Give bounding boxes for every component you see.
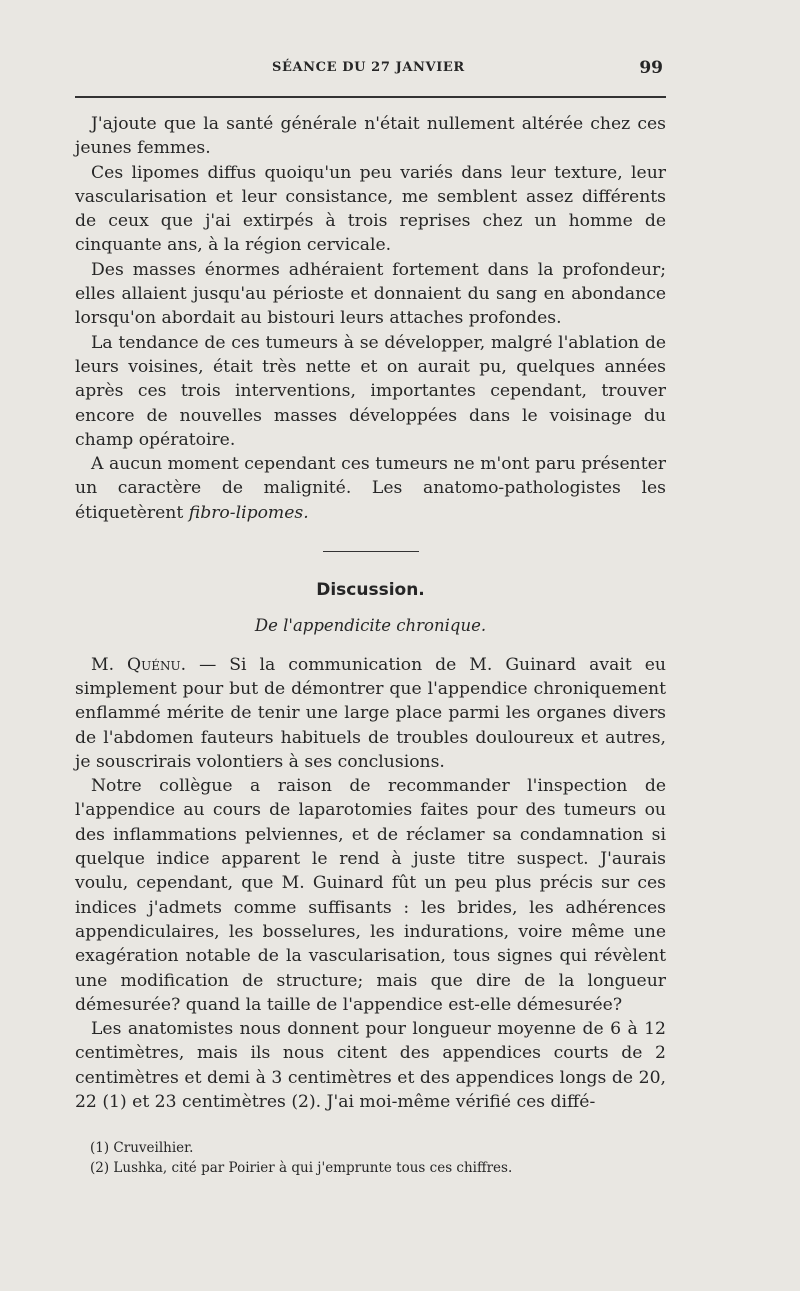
paragraph: J'ajoute que la santé générale n'était nullement altérée chez ces jeunes femmes. — [75, 114, 666, 159]
paragraph: Des masses énormes adhéraient fortement dans la profondeur; elles allaient jusqu'au périoste et donnaient du sang en abondance lorsqu'on abordait au bistouri leurs attaches profondes. — [75, 259, 666, 329]
paragraph-text: A aucun moment cependant ces tumeurs ne m'ont paru présenter un caractère de malignité. Les anatomo-pathologistes les étiquetèrent — [75, 454, 666, 523]
footnotes — [90, 1138, 666, 1178]
section-divider — [323, 551, 419, 552]
speaker-name: M. Quénu. — [91, 654, 187, 675]
header-rule — [75, 96, 666, 98]
paragraph: La tendance de ces tumeurs à se développer, malgré l'ablation de leurs voisines, était très nette et on aurait pu, quelques années après ces trois interventions, importantes cependant, trouver encore de nouvelles masses développées dans le voisinage du champ opératoire. — [75, 332, 666, 450]
body-text — [75, 112, 666, 1114]
footnote: (2) Lushka, cité par Poirier à qui j'emprunte tous ces chiffres. — [90, 1160, 513, 1176]
italic-term: fibro-lipomes. — [188, 502, 309, 523]
paragraph-text: — Si la communication de M. Guinard avait eu simplement pour but de démontrer que l'appendice chroniquement enflammé mérite de tenir une large place parmi les organes divers de l'abdomen fauteurs habituels de troubles douloureux et autres, je souscrirais volontiers à ses conclusions. — [75, 654, 666, 772]
paragraph: Les anatomistes nous donnent pour longueur moyenne de 6 à 12 centimètres, mais ils nous citent des appendices courts de 2 centimètres et demi à 3 centimètres et des appendices longs de 20, 22 (1) et 23 centimètres (2). J'ai moi-même vérifié ces diffé- — [75, 1019, 666, 1112]
section-title: Discussion. — [316, 580, 425, 601]
paragraph — [75, 452, 666, 525]
running-title: SÉANCE DU 27 JANVIER — [272, 60, 465, 75]
page-number: 99 — [639, 58, 663, 78]
section-subtitle: De l'appendicite chronique. — [254, 616, 487, 636]
paragraph: Notre collègue a raison de recommander l'inspection de l'appendice au cours de laparotomies faites pour des tumeurs ou des inflammations pelviennes, et de réclamer sa condamnation si quelque indice apparent le rend à juste titre suspect. J'aurais voulu, cependant, que M. Guinard fût un peu plus précis sur ces indices j'admets comme suffisants : les brides, les adhérences appendiculaires, les bosselures, les indurations, voire même une exagération notable de la vascularisation, tous signes qui révèlent une modification de structure; mais que dire de la longueur démesurée? quand la taille de l'appendice est-elle démesurée? — [75, 776, 666, 1015]
footnote: (1) Cruveilhier. — [90, 1140, 194, 1156]
paragraph: Ces lipomes diffus quoiqu'un peu variés dans leur texture, leur vascularisation et leur consistance, me semblent assez différents de ceux que j'ai extirpés à trois reprises chez un homme de cinquante ans, à la région cervicale. — [75, 162, 666, 256]
paragraph — [75, 653, 666, 774]
